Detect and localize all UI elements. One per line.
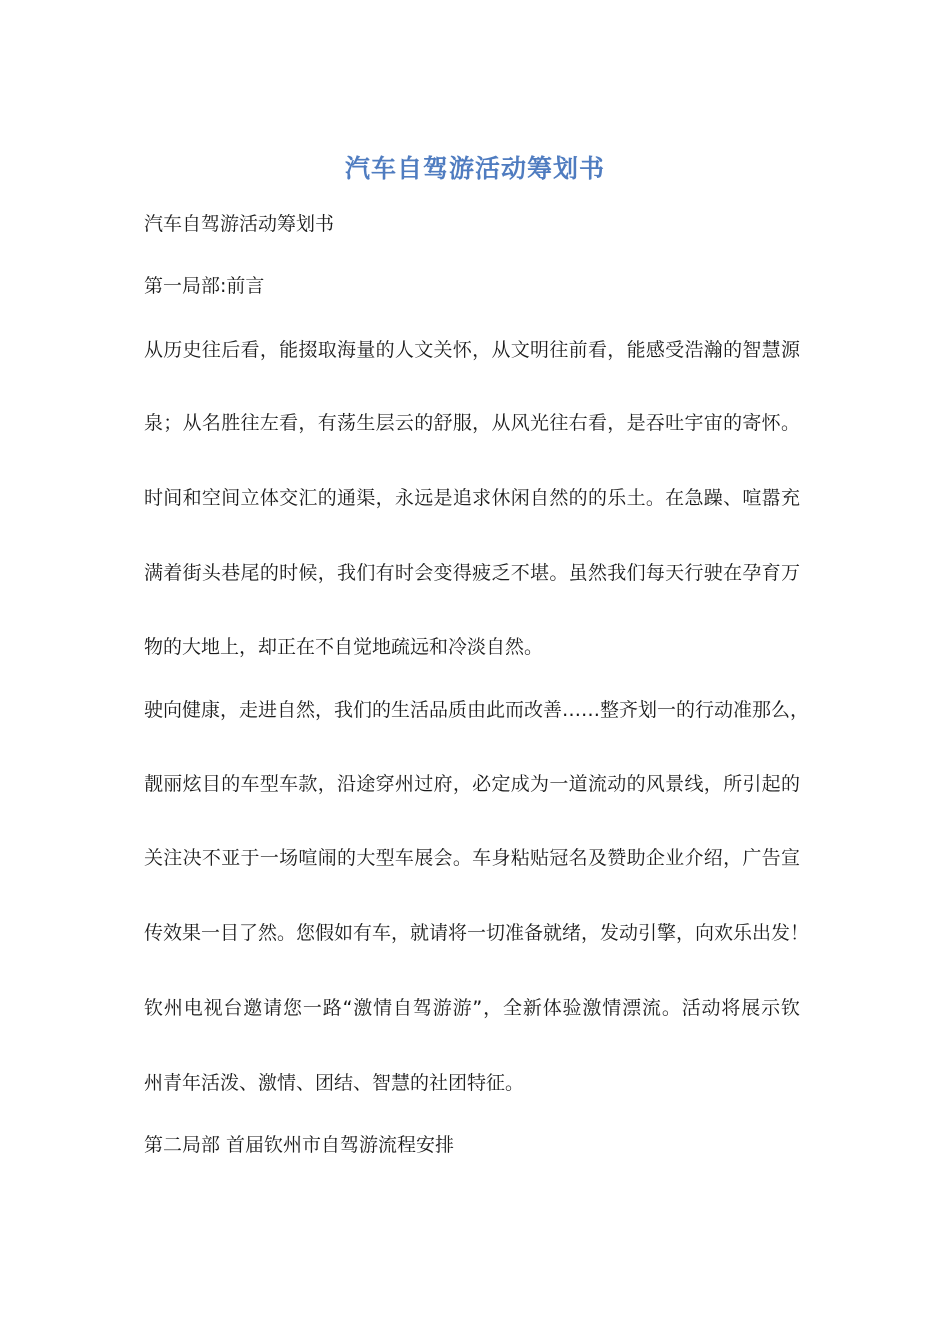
paragraph-line: 靓丽炫目的车型车款，沿途穿州过府，必定成为一道流动的风景线，所引起的 [144, 773, 800, 795]
section-heading-2: 第二局部 首届钦州市自驾游流程安排 [144, 1134, 455, 1156]
paragraph-line: 物的大地上，却正在不自觉地疏远和冷淡自然。 [144, 636, 544, 658]
paragraph-line: 从历史往后看，能掇取海量的人文关怀，从文明往前看，能感受浩瀚的智慧源 [144, 339, 800, 361]
paragraph-line: 传效果一目了然。您假如有车，就请将一切准备就绪，发动引擎，向欢乐出发！ [144, 922, 810, 944]
document-title: 汽车自驾游活动筹划书 [344, 154, 605, 183]
paragraph-line: 满着街头巷尾的时候，我们有时会变得疲乏不堪。虽然我们每天行驶在孕育万 [144, 562, 800, 584]
paragraph-line: 时间和空间立体交汇的通渠，永远是追求休闲自然的的乐土。在急躁、喧嚣充 [144, 487, 800, 509]
paragraph-line: 钦州电视台邀请您一路“激情自驾游游”，全新体验激情漂流。活动将展示钦 [144, 997, 800, 1019]
section-heading-1: 第一局部:前言 [144, 275, 265, 297]
paragraph-line: 驶向健康，走进自然，我们的生活品质由此而改善……整齐划一的行动准那么， [144, 699, 810, 721]
paragraph-line: 关注决不亚于一场喧闹的大型车展会。车身粘贴冠名及赞助企业介绍，广告宣 [144, 847, 800, 869]
subtitle-line: 汽车自驾游活动筹划书 [144, 213, 335, 235]
paragraph-line: 州青年活泼、激情、团结、智慧的社团特征。 [144, 1072, 525, 1094]
paragraph-line: 泉；从名胜往左看，有荡生层云的舒服，从风光往右看，是吞吐宇宙的寄怀。 [144, 412, 800, 434]
